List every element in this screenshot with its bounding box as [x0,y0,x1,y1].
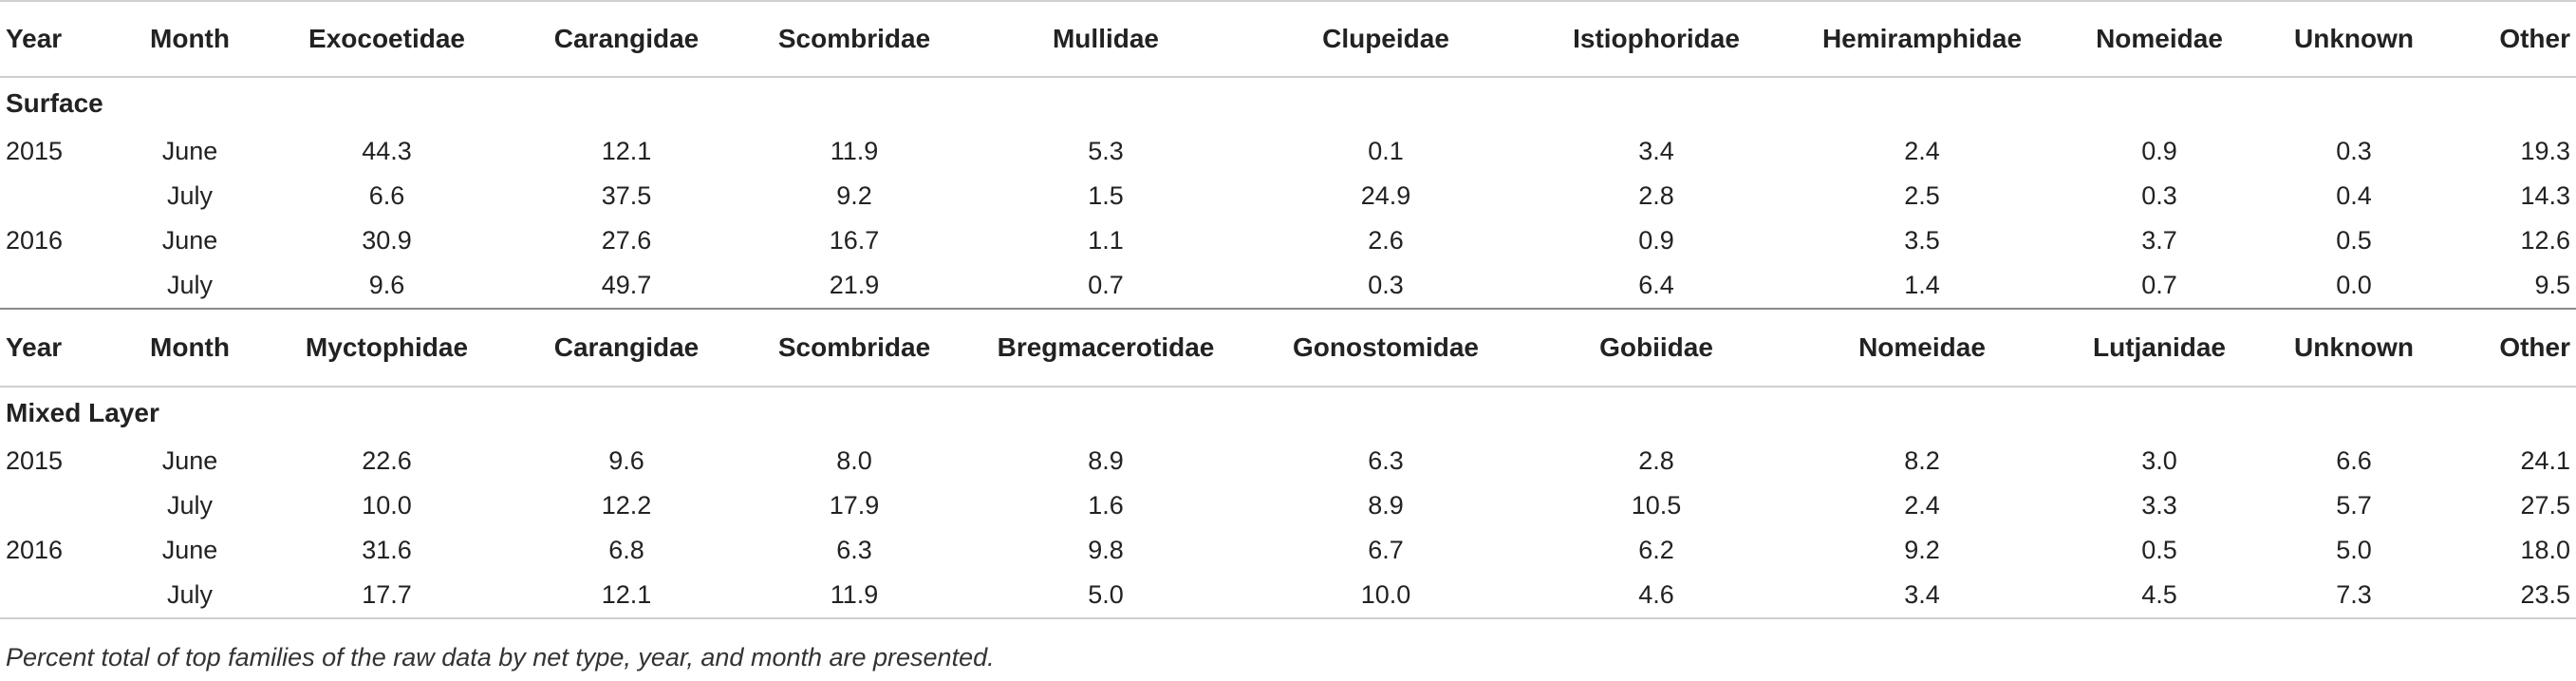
month-cell: July [166,491,213,520]
value-cell: 9.2 [836,181,872,210]
value-cell: 0.3 [2141,181,2177,210]
column-header: Month [119,309,261,387]
column-header: Lutjanidae [2060,309,2259,387]
year-cell [0,573,119,618]
value-cell: 2.4 [1904,491,1940,520]
value-cell: 0.0 [2259,263,2449,309]
value-cell: 0.3 [2336,137,2372,165]
column-header: Year [0,309,119,387]
section-label: Surface [6,88,103,118]
value-cell: 19.3 [2520,137,2570,165]
value-cell: 0.9 [1638,226,1674,255]
value-cell: 8.2 [1904,446,1940,475]
column-header: Nomeidae [2060,1,2259,77]
value-cell: 9.8 [1088,536,1124,564]
table-body [0,1,2576,618]
value-cell: 8.9 [1088,446,1124,475]
table-row [0,218,2576,263]
value-cell: 0.1 [1368,137,1404,165]
value-cell: 6.7 [1368,536,1404,564]
value-cell: 2.8 [1638,446,1674,475]
table-row [0,129,2576,174]
value-cell: 6.8 [608,536,644,564]
value-cell: 1.1 [1088,226,1124,255]
month-cell: June [161,446,218,475]
value-cell: 27.6 [601,226,652,255]
value-cell: 1.6 [1088,491,1124,520]
table-footnote: Percent total of top families of the raw data by net type, year, and month are presented. [6,643,995,672]
column-header: Other [2449,1,2576,77]
month-cell: June [161,137,218,165]
year-cell: 2015 [6,137,64,165]
value-cell: 5.0 [968,573,1243,618]
table-row [0,439,2576,483]
year-cell: 2016 [6,226,64,255]
value-cell: 18.0 [2520,536,2570,564]
value-cell: 11.9 [740,573,968,618]
table-row [0,263,2576,309]
value-cell: 4.6 [1528,573,1784,618]
value-cell: 17.7 [261,573,513,618]
value-cell: 3.4 [1638,137,1674,165]
column-header: Scombridae [740,1,968,77]
value-cell: 2.4 [1904,137,1940,165]
value-cell: 0.4 [2336,181,2372,210]
value-cell: 37.5 [601,181,652,210]
column-header: Unknown [2259,309,2449,387]
month-cell: June [161,536,218,564]
mixed-header-row [0,309,2576,387]
value-cell: 10.0 [1243,573,1528,618]
year-cell: 2015 [6,446,64,475]
column-header: Year [0,1,119,77]
value-cell: 1.4 [1784,263,2060,309]
column-header: Month [119,1,261,77]
table-row [0,573,2576,618]
column-header: Unknown [2259,1,2449,77]
table-row [0,528,2576,573]
value-cell: 22.6 [362,446,412,475]
value-cell: 12.1 [513,573,740,618]
value-cell: 17.9 [829,491,880,520]
value-cell: 0.3 [1243,263,1528,309]
value-cell: 49.7 [513,263,740,309]
table-row [0,174,2576,218]
value-cell: 23.5 [2449,573,2576,618]
value-cell: 2.8 [1638,181,1674,210]
value-cell: 1.5 [1088,181,1124,210]
column-header: Myctophidae [261,309,513,387]
value-cell: 30.9 [362,226,412,255]
year-cell [0,263,119,309]
value-cell: 16.7 [829,226,880,255]
value-cell: 12.1 [601,137,652,165]
value-cell: 3.3 [2141,491,2177,520]
column-header: Clupeidae [1243,1,1528,77]
value-cell: 5.0 [2336,536,2372,564]
column-header: Bregmacerotidae [968,309,1243,387]
month-cell: July [166,181,213,210]
year-cell [0,483,119,528]
value-cell: 14.3 [2520,181,2570,210]
value-cell: 21.9 [740,263,968,309]
value-cell: 6.3 [836,536,872,564]
value-cell: 12.2 [601,491,652,520]
column-header: Gobiidae [1528,309,1784,387]
value-cell: 6.6 [368,181,405,210]
value-cell: 6.2 [1638,536,1674,564]
value-cell: 24.9 [1360,181,1411,210]
value-cell: 0.7 [968,263,1243,309]
column-header: Gonostomidae [1243,309,1528,387]
column-header: Scombridae [740,309,968,387]
value-cell: 0.5 [2141,536,2177,564]
value-cell: 11.9 [830,137,879,165]
value-cell: 7.3 [2259,573,2449,618]
value-cell: 3.5 [1904,226,1940,255]
value-cell: 31.6 [362,536,412,564]
value-cell: 8.9 [1368,491,1404,520]
value-cell: 6.4 [1528,263,1784,309]
value-cell: 6.6 [2336,446,2372,475]
value-cell: 12.6 [2520,226,2570,255]
value-cell: 0.9 [2141,137,2177,165]
value-cell: 10.0 [362,491,412,520]
value-cell: 9.6 [261,263,513,309]
value-cell: 5.3 [1088,137,1124,165]
value-cell: 0.7 [2060,263,2259,309]
value-cell: 24.1 [2520,446,2570,475]
value-cell: 44.3 [362,137,412,165]
column-header: Other [2449,309,2576,387]
column-header: Hemiramphidae [1784,1,2060,77]
column-header: Mullidae [968,1,1243,77]
section-label: Mixed Layer [6,398,159,427]
year-cell [0,174,119,218]
value-cell: 5.7 [2336,491,2372,520]
value-cell: 6.3 [1368,446,1404,475]
surface-header-row [0,1,2576,77]
column-header: Carangidae [513,1,740,77]
mixed-section-row [0,387,2576,439]
value-cell: 4.5 [2060,573,2259,618]
value-cell: 3.7 [2141,226,2177,255]
value-cell: 10.5 [1631,491,1682,520]
month-cell: July [119,263,261,309]
value-cell: 3.4 [1784,573,2060,618]
column-header: Carangidae [513,309,740,387]
value-cell: 27.5 [2520,491,2570,520]
column-header: Istiophoridae [1528,1,1784,77]
month-cell: June [161,226,218,255]
value-cell: 2.6 [1368,226,1404,255]
value-cell: 2.5 [1904,181,1940,210]
value-cell: 9.2 [1904,536,1940,564]
column-header: Nomeidae [1784,309,2060,387]
year-cell: 2016 [6,536,64,564]
value-cell: 9.6 [608,446,644,475]
value-cell: 8.0 [836,446,872,475]
month-cell: July [119,573,261,618]
value-cell: 0.5 [2336,226,2372,255]
value-cell: 9.5 [2449,263,2576,309]
surface-section-row [0,77,2576,129]
table-row [0,483,2576,528]
value-cell: 3.0 [2141,446,2177,475]
column-header: Exocoetidae [261,1,513,77]
